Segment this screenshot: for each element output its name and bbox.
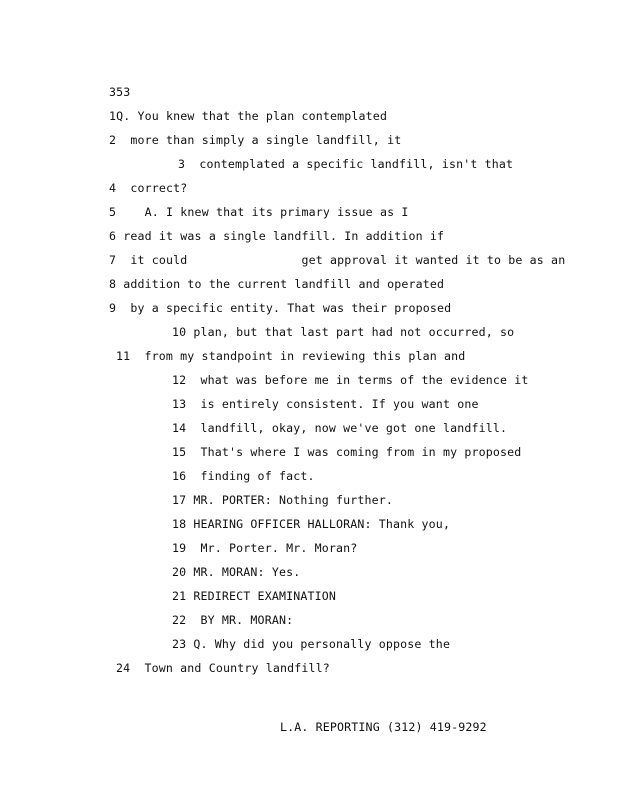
transcript-line-18: 18 HEARING OFFICER HALLORAN: Thank you,: [172, 517, 451, 531]
transcript-line-1: 1Q. You knew that the plan contemplated: [109, 109, 388, 123]
transcript-line-6: 6 read it was a single landfill. In addition if: [109, 229, 445, 243]
transcript-line-23: 23 Q. Why did you personally oppose the: [172, 637, 451, 651]
transcript-line-3: 3 contemplated a specific landfill, isn't that: [178, 157, 514, 171]
transcript-line-22: 22 BY MR. MORAN:: [172, 613, 294, 627]
transcript-line-16: 16 finding of fact.: [172, 469, 315, 483]
transcript-line-20: 20 MR. MORAN: Yes.: [172, 565, 301, 579]
transcript-line-9: 9 by a specific entity. That was their proposed: [109, 301, 452, 315]
transcript-line-19: 19 Mr. Porter. Mr. Moran?: [172, 541, 358, 555]
transcript-line-4: 4 correct?: [109, 181, 188, 195]
transcript-line-14: 14 landfill, okay, now we've got one landfill.: [172, 421, 508, 435]
transcript-line-15: 15 That's where I was coming from in my proposed: [172, 445, 522, 459]
transcript-line-8: 8 addition to the current landfill and operated: [109, 277, 445, 291]
reporter-footer: L.A. REPORTING (312) 419-9292: [280, 720, 487, 734]
transcript-line-11: 11 from my standpoint in reviewing this plan and: [116, 349, 466, 363]
transcript-line-13: 13 is entirely consistent. If you want one: [172, 397, 479, 411]
transcript-line-2: 2 more than simply a single landfill, it: [109, 133, 402, 147]
page-number: 353: [109, 85, 131, 99]
transcript-line-7: 7 it could get approval it wanted it to be as an: [109, 253, 566, 267]
transcript-line-10: 10 plan, but that last part had not occurred, so: [172, 325, 515, 339]
transcript-line-17: 17 MR. PORTER: Nothing further.: [172, 493, 394, 507]
transcript-line-21: 21 REDIRECT EXAMINATION: [172, 589, 336, 603]
transcript-line-5: 5 A. I knew that its primary issue as I: [109, 205, 409, 219]
transcript-line-24: 24 Town and Country landfill?: [116, 661, 330, 675]
transcript-line-12: 12 what was before me in terms of the evidence it: [172, 373, 529, 387]
